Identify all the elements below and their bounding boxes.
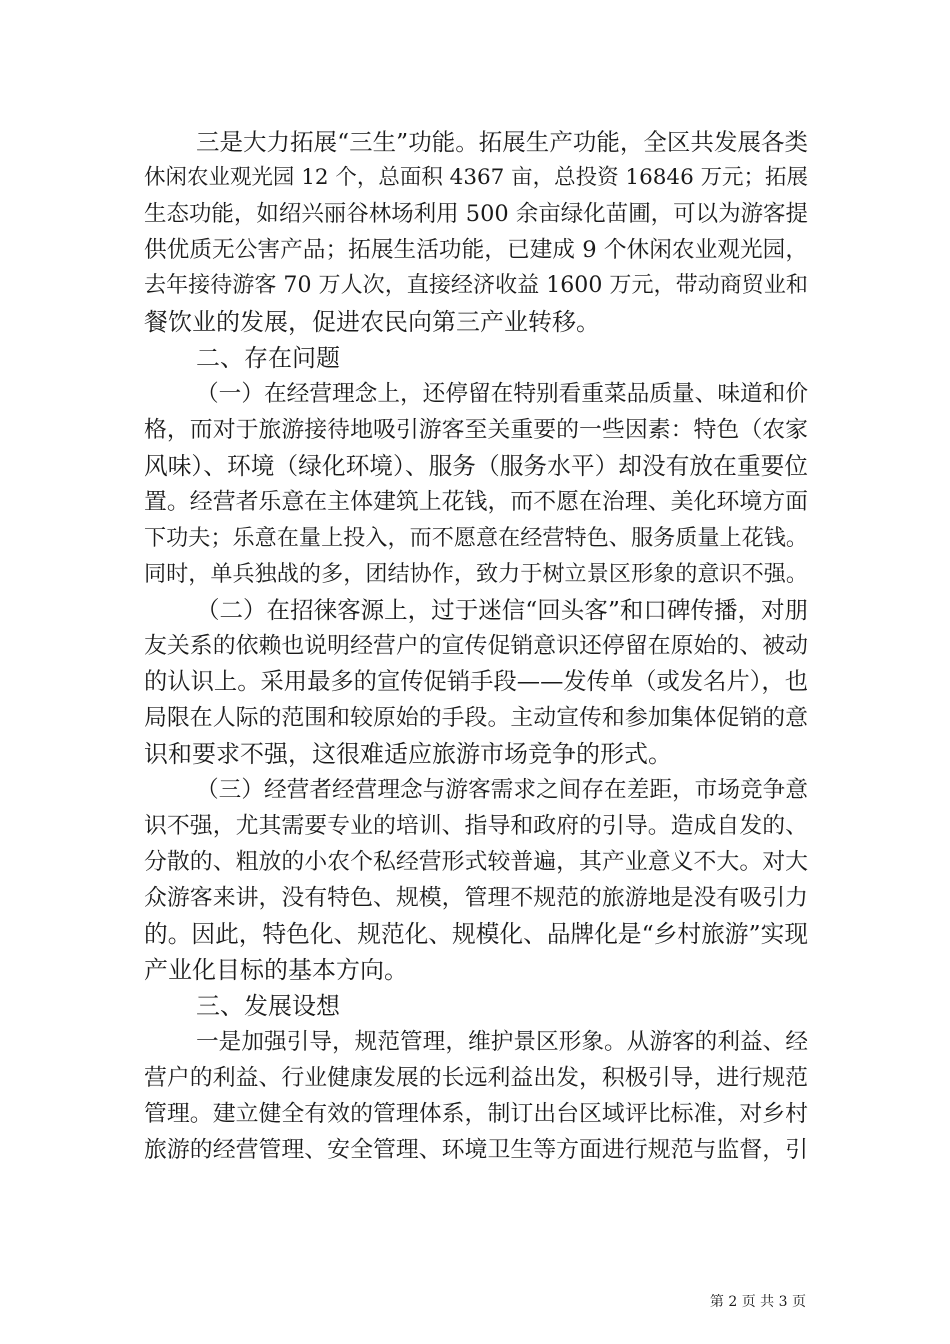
paragraph-text: （二）在招徕客源上，过于迷信“回头客”和口碑传播，对朋 [196,596,808,624]
paragraph-text: （一）在经营理念上，还停留在特别看重菜品质量、味道和价 [196,381,808,407]
text-line [0,1022,950,1062]
text-line [0,806,950,846]
paragraph-text: 格，而对于旅游接待地吸引游客至关重要的一些因素：特色（农家 [144,417,808,443]
text-line [0,338,950,378]
paragraph-text: 一是加强引导，规范管理，维护景区形象。从游客的利益、经 [196,1029,808,1055]
text-line [0,374,950,414]
text-line [0,302,950,342]
paragraph-text: 产业化目标的基本方向。 [144,956,408,984]
text-line [0,230,950,270]
text-line [0,914,950,954]
paragraph-text: 友关系的依赖也说明经营户的宣传促销意识还停留在原始的、被动 [144,633,808,659]
paragraph-text: 局限在人际的范围和较原始的手段。主动宣传和参加集体促销的意 [144,705,808,731]
text-line [0,266,950,306]
text-line [0,770,950,810]
section-heading: 二、存在问题 [196,344,340,372]
text-line [0,410,950,450]
paragraph-text: 下功夫；乐意在量上投入，而不愿意在经营特色、服务质量上花钱。 [144,525,808,551]
paragraph-text: 的。因此，特色化、规范化、规模化、品牌化是“乡村旅游”实现 [144,920,809,948]
paragraph-text: 餐饮业的发展，促进农民向第三产业转移。 [144,308,600,336]
text-line [0,878,950,918]
paragraph-text: 营户的利益、行业健康发展的长远利益出发，积极引导，进行规范 [144,1065,808,1091]
text-line [0,518,950,558]
text-line [0,842,950,882]
text-line [0,1058,950,1098]
text-line [0,446,950,486]
text-line [0,194,950,234]
paragraph-text: 三是大力拓展“三生”功能。拓展生产功能，全区共发展各类 [196,128,808,156]
paragraph-text: 休闲农业观光园 12 个，总面积 4367 亩，总投资 16846 万元；拓展 [144,165,808,190]
paragraph-text: 同时，单兵独战的多，团结协作，致力于树立景区形象的意识不强。 [144,561,808,587]
paragraph-text: 识不强，尤其需要专业的培训、指导和政府的引导。造成自发的、 [144,813,808,839]
paragraph-text: 生态功能，如绍兴丽谷林场利用 500 余亩绿化苗圃，可以为游客提 [144,201,808,227]
page-number-footer: 第 2 页 共 3 页 [709,1294,806,1310]
paragraph-text: （三）经营者经营理念与游客需求之间存在差距，市场竞争意 [196,777,808,803]
paragraph-text: 供优质无公害产品；拓展生活功能，已建成 9 个休闲农业观光园， [144,237,808,263]
paragraph-text: 分散的、粗放的小农个私经营形式较普遍，其产业意义不大。对大 [144,849,808,875]
text-line [0,590,950,630]
paragraph-text: 识和要求不强，这很难适应旅游市场竞争的形式。 [144,740,672,768]
text-line [0,482,950,522]
text-line [0,986,950,1026]
text-line [0,662,950,702]
paragraph-text: 去年接待游客 70 万人次，直接经济收益 1600 万元，带动商贸业和 [144,273,808,298]
text-line [0,158,950,198]
text-line [0,626,950,666]
text-line [0,122,950,162]
text-line [0,698,950,738]
paragraph-text: 风味）、环境（绿化环境）、服务（服务水平）却没有放在重要位 [144,452,808,480]
text-line [0,1094,950,1134]
section-heading: 三、发展设想 [196,992,340,1020]
text-line [0,554,950,594]
paragraph-text: 的认识上。采用最多的宣传促销手段——发传单（或发名片），也 [144,668,808,695]
text-line [0,1130,950,1170]
paragraph-text: 管理。建立健全有效的管理体系，制订出台区域评比标准，对乡村 [144,1101,808,1127]
paragraph-text: 旅游的经营管理、安全管理、环境卫生等方面进行规范与监督，引 [144,1137,808,1163]
paragraph-text: 置。经营者乐意在主体建筑上花钱，而不愿在治理、美化环境方面 [144,489,808,515]
paragraph-text: 众游客来讲，没有特色、规模，管理不规范的旅游地是没有吸引力 [144,885,808,911]
text-line [0,734,950,774]
text-line [0,950,950,990]
